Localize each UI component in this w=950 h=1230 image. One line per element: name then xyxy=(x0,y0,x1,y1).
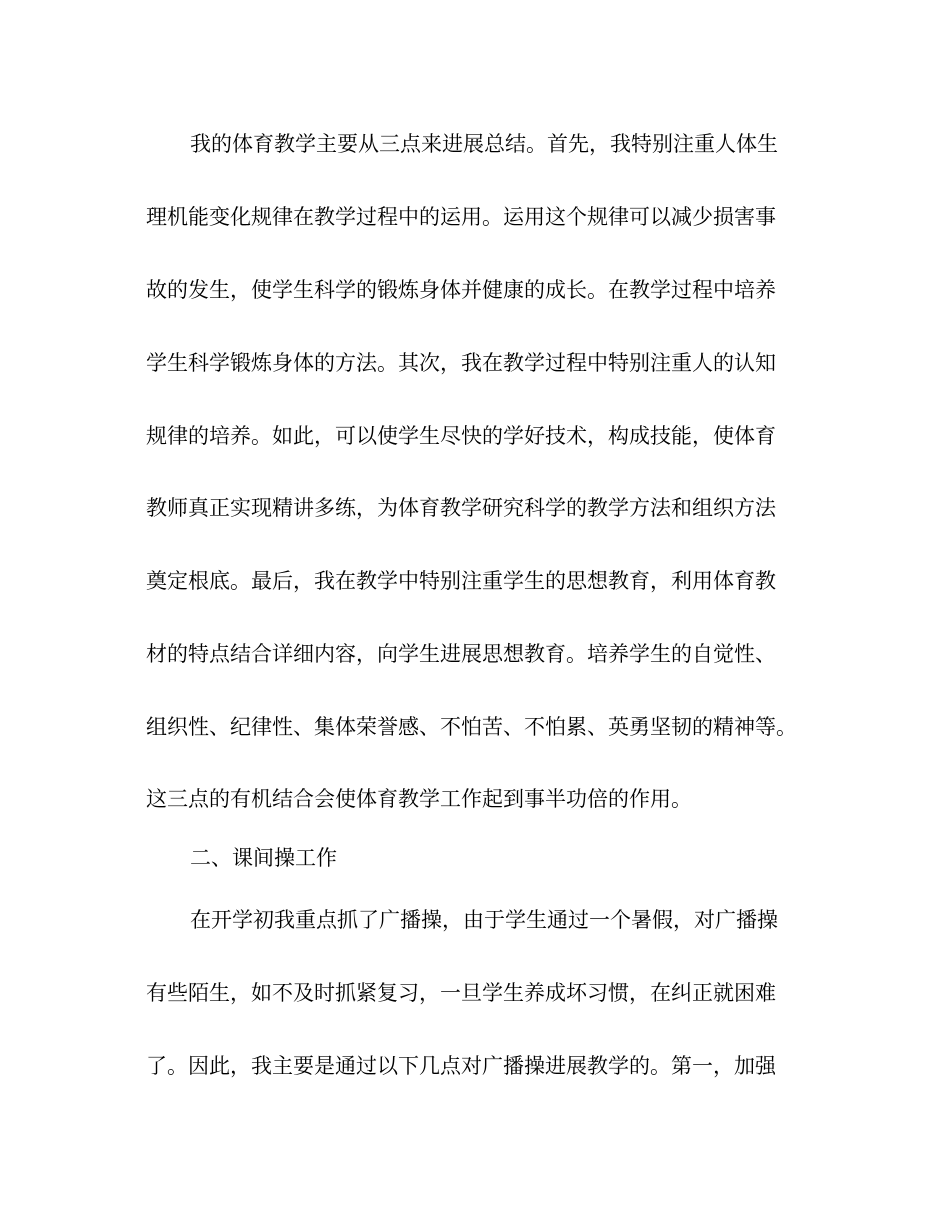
section-heading: 二、课间操工作 xyxy=(190,846,337,870)
text-line-3: 故的发生，使学生科学的锻炼身体并健康的成长。在教学过程中培养 xyxy=(146,278,776,302)
text-line-2: 理机能变化规律在教学过程中的运用。运用这个规律可以减少损害事 xyxy=(146,205,776,229)
text-line-4: 学生科学锻炼身体的方法。其次，我在教学过程中特别注重人的认知 xyxy=(146,351,776,375)
text-line-6: 教师真正实现精讲多练，为体育教学研究科学的教学方法和组织方法 xyxy=(146,496,776,520)
text-line-5: 规律的培养。如此，可以使学生尽快的学好技术，构成技能，使体育 xyxy=(146,424,776,448)
text-line-8: 材的特点结合详细内容，向学生进展思想教育。培养学生的自觉性、 xyxy=(146,642,776,666)
text-line-13: 有些陌生，如不及时抓紧复习，一旦学生养成坏习惯，在纠正就困难 xyxy=(146,981,776,1005)
text-line-14: 了。因此，我主要是通过以下几点对广播操进展教学的。第一，加强 xyxy=(146,1054,776,1078)
text-line-9: 组织性、纪律性、集体荣誉感、不怕苦、不怕累、英勇坚韧的精神等。 xyxy=(146,715,797,739)
text-line-1: 我的体育教学主要从三点来进展总结。首先，我特别注重人体生 xyxy=(190,132,778,156)
text-line-12: 在开学初我重点抓了广播操，由于学生通过一个暑假，对广播操 xyxy=(190,908,778,932)
text-line-7: 奠定根底。最后，我在教学中特别注重学生的思想教育，利用体育教 xyxy=(146,569,776,593)
text-line-10: 这三点的有机结合会使体育教学工作起到事半功倍的作用。 xyxy=(146,787,692,811)
